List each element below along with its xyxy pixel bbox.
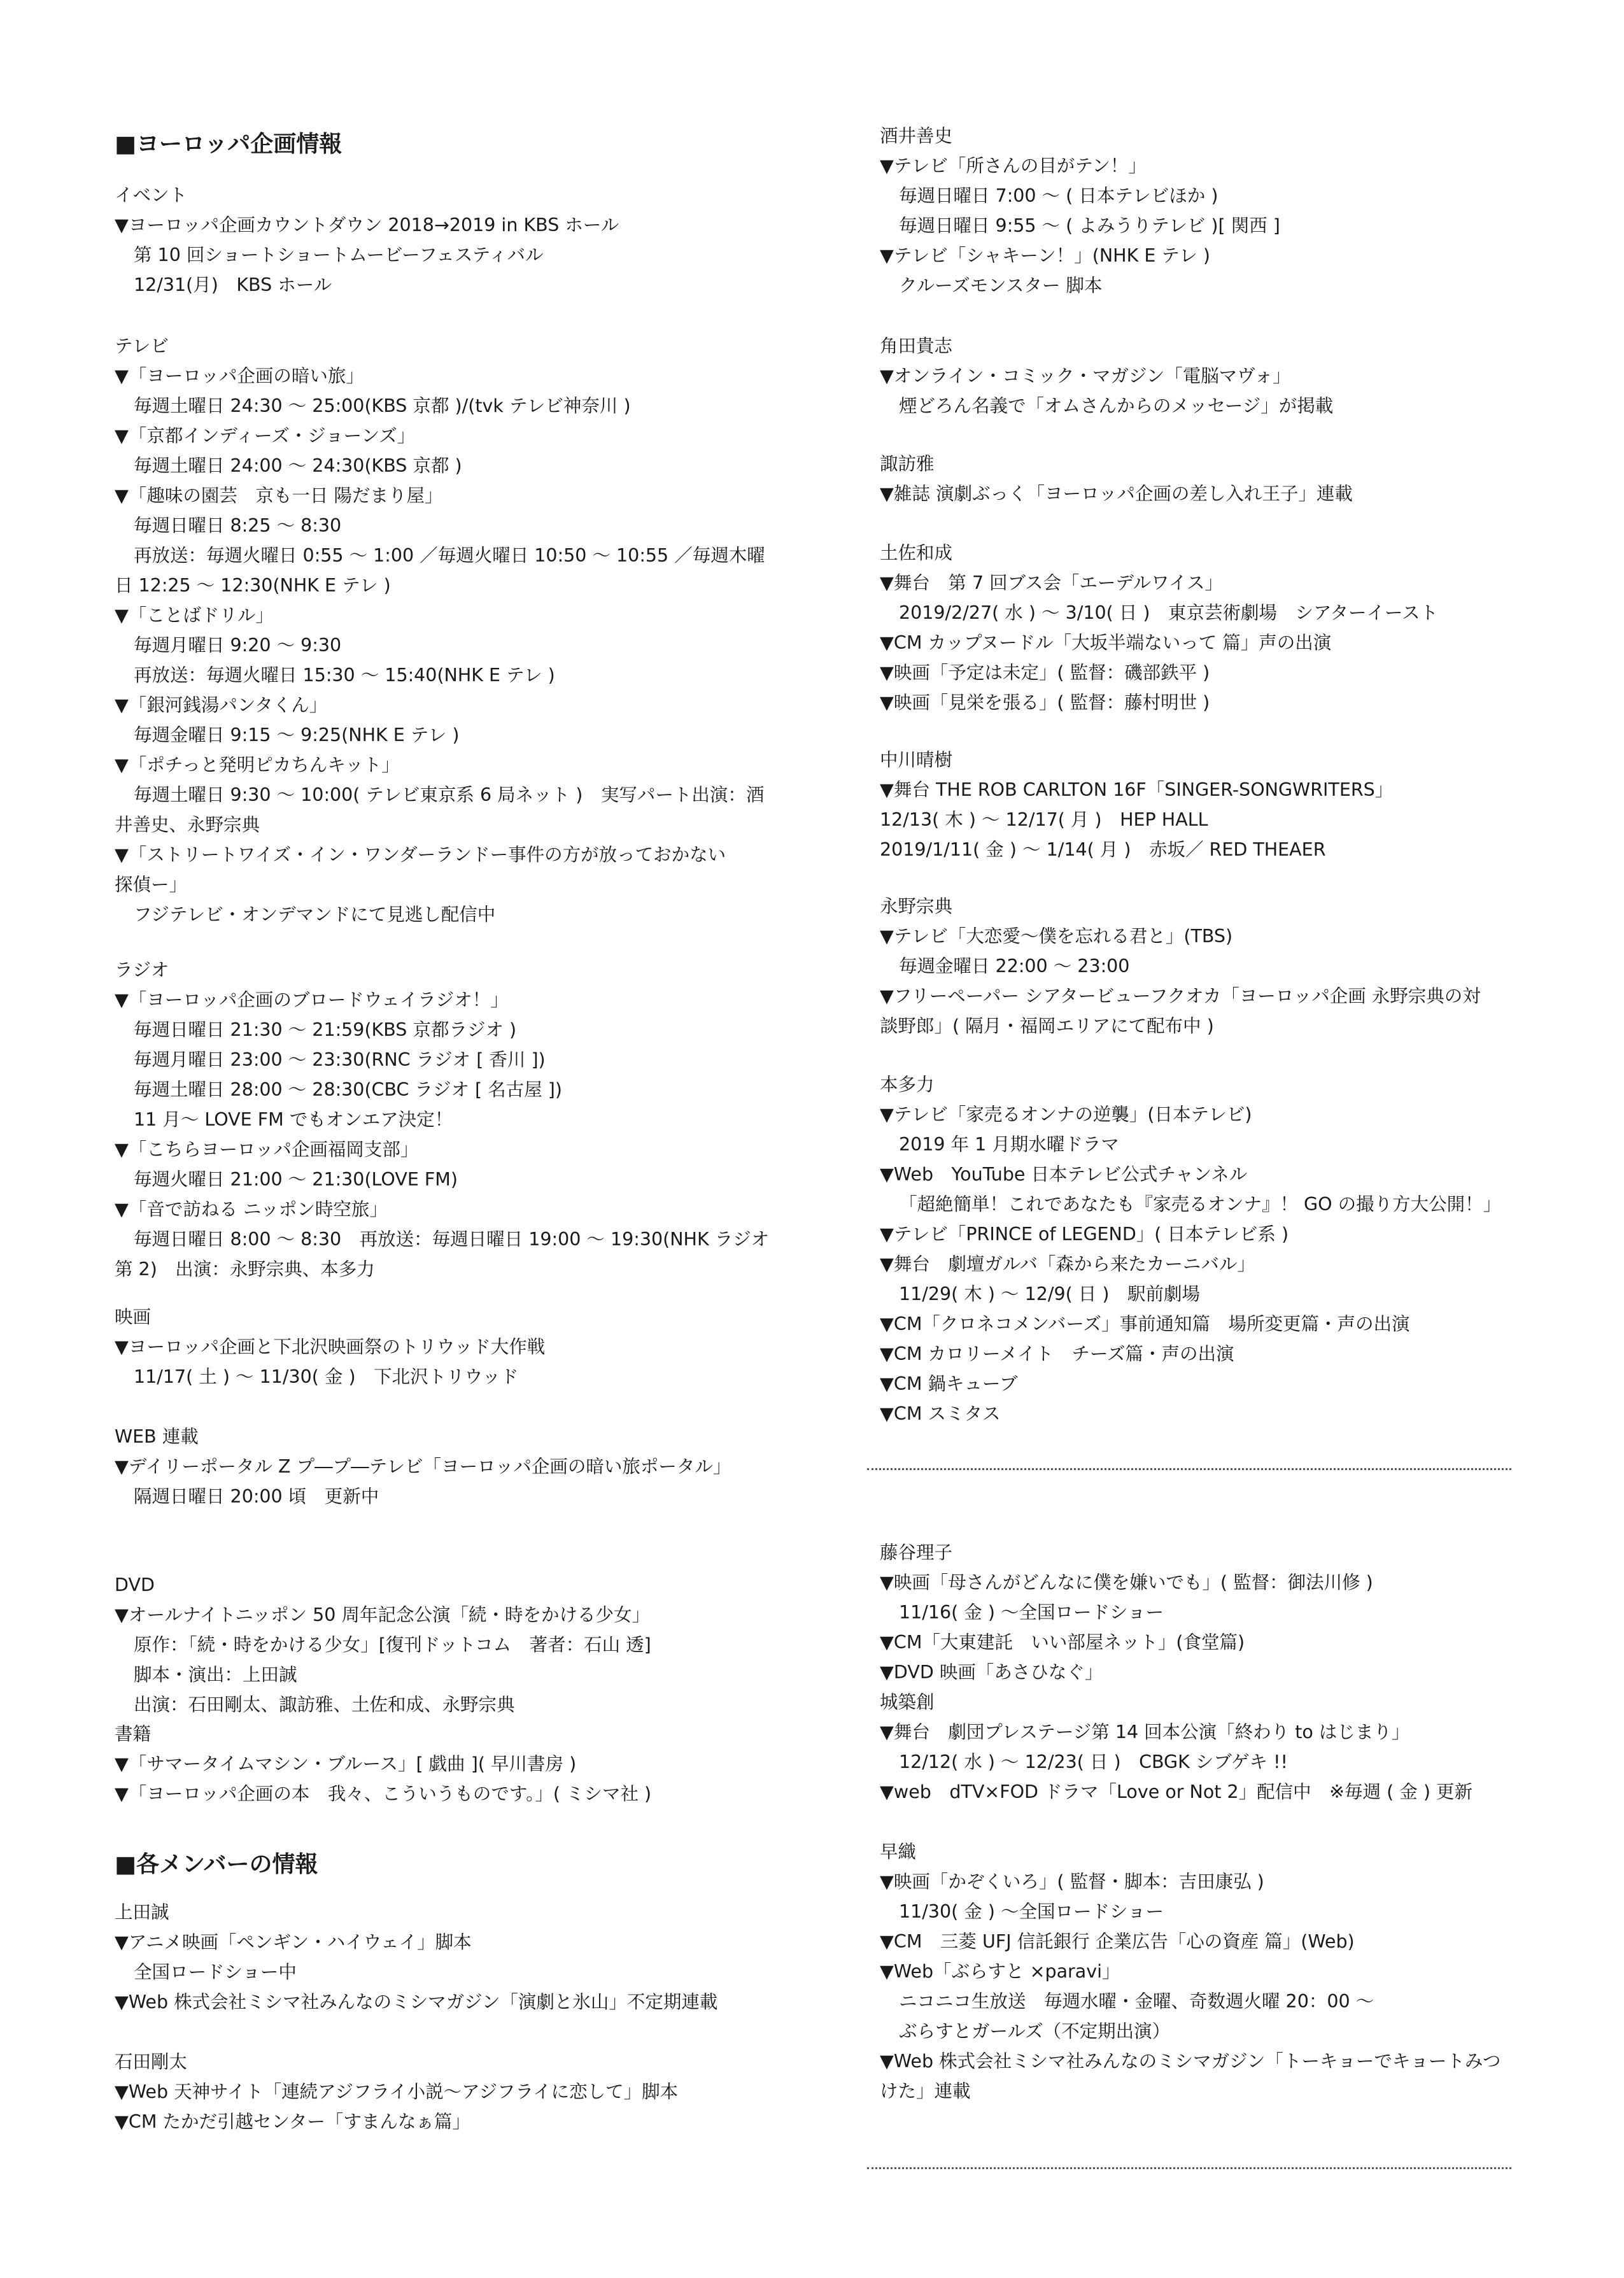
info-line: ▼映画「予定は未定」( 監督：磯部鉄平 ) [880, 662, 1210, 683]
member-tosa [880, 538, 1523, 718]
dotted-divider [867, 2167, 1511, 2169]
info-line: 2019 年 1 月期水曜ドラマ [899, 1134, 1119, 1155]
info-line: 煙どろん名義で「オムさんからのメッセージ」が掲載 [899, 395, 1334, 416]
member-kizuki [880, 1687, 1523, 1807]
section-title: WEB 連載 [115, 1426, 199, 1447]
info-line: ▼DVD 映画「あさひなぐ」 [880, 1662, 1103, 1683]
info-line: ▼CM 三菱 UFJ 信託銀行 企業広告「心の資産 篇」(Web) [880, 1931, 1355, 1952]
info-line: 2019/1/11( 金 ) ～ 1/14( 月 ) 赤坂／ RED THEAER [880, 839, 1326, 860]
info-line: 井善史、永野宗典 [115, 814, 260, 835]
radio-section [115, 955, 777, 1284]
section-title: 本多力 [880, 1074, 935, 1095]
info-line: 毎週土曜日 9:30 ～ 10:00( テレビ東京系 6 局ネット ) 実写パート出演：酒 [134, 784, 765, 805]
info-line: ▼オールナイトニッポン 50 周年記念公演「続・時をかける少女」 [115, 1604, 650, 1625]
section-title: 城築創 [880, 1692, 935, 1713]
info-line: 原作：「続・時をかける少女」[復刊ドットコム 著者：石山 透] [134, 1634, 651, 1655]
info-line: けた」連載 [880, 2081, 971, 2102]
info-line: 毎週日曜日 7:00 ～ ( 日本テレビほか ) [899, 185, 1218, 206]
info-line: ▼舞台 第 7 回ブス会「エーデルワイス」 [880, 572, 1223, 593]
info-line: ▼Web 株式会社ミシマ社みんなのミシマガジン「演劇と氷山」不定期連載 [115, 1991, 718, 2013]
info-line: ▼CM カロリーメイト チーズ篇・声の出演 [880, 1343, 1234, 1364]
info-line: 11/17( 土 ) ～ 11/30( 金 ) 下北沢トリウッド [134, 1366, 519, 1387]
info-line: 毎週日曜日 8:00 ～ 8:30 再放送：毎週日曜日 19:00 ～ 19:30(NHK ラジオ [134, 1229, 770, 1250]
section-title: 角田貴志 [880, 336, 953, 357]
info-line: ▼「銀河銭湯パンタくん」 [115, 695, 328, 716]
info-line: 毎週月曜日 9:20 ～ 9:30 [134, 635, 342, 656]
info-line: ▼Web YouTube 日本テレビ公式チャンネル [880, 1164, 1248, 1185]
info-line: ▼舞台 劇団プレステージ第 14 回本公演「終わり to はじまり」 [880, 1722, 1410, 1743]
info-line: ▼web dTV×FOD ドラマ「Love or Not 2」配信中 ※毎週 ( 金 ) 更新 [880, 1781, 1473, 1802]
info-line: ▼Web 天神サイト「連続アジフライ小説～アジフライに恋して」脚本 [115, 2081, 679, 2102]
info-line: ▼アニメ映画「ペンギン・ハイウェイ」脚本 [115, 1932, 472, 1953]
info-line: ▼「ポチっと発明ピカちんキット」 [115, 754, 400, 775]
info-line: ▼テレビ「PRINCE of LEGEND」( 日本テレビ系 ) [880, 1224, 1289, 1245]
info-line: 毎週日曜日 8:25 ～ 8:30 [134, 515, 342, 536]
section-title: 中川晴樹 [880, 749, 953, 770]
section-title: 早織 [880, 1841, 917, 1862]
info-line: ▼Web「ぶらすと ×paravi」 [880, 1961, 1120, 1982]
info-line: ▼「サマータイムマシン・ブルース」[ 戯曲 ]( 早川書房 ) [115, 1753, 577, 1774]
info-line: 11/30( 金 ) ～全国ロードショー [899, 1901, 1164, 1922]
section-title: 酒井善史 [880, 125, 953, 146]
info-line: ▼「こちらヨーロッパ企画福岡支部」 [115, 1139, 419, 1160]
section-title: 書籍 [115, 1723, 152, 1744]
section-title: テレビ [115, 336, 169, 357]
section-title: 永野宗典 [880, 896, 953, 917]
info-line: 日 12:25 ～ 12:30(NHK E テレ ) [115, 575, 391, 596]
member-tsunoda [880, 331, 1523, 421]
members-heading: ■各メンバーの情報 [115, 1851, 318, 1878]
info-line: 談野郎」( 隔月・福岡エリアにて配布中 ) [880, 1015, 1214, 1036]
info-line: 毎週土曜日 24:30 ～ 25:00(KBS 京都 )/(tvk テレビ神奈川 ) [134, 395, 631, 416]
info-line: 12/13( 木 ) ～ 12/17( 月 ) HEP HALL [880, 809, 1208, 830]
info-line: 毎週日曜日 21:30 ～ 21:59(KBS 京都ラジオ ) [134, 1019, 517, 1040]
info-line: ▼「音で訪ねる ニッポン時空旅」 [115, 1199, 388, 1220]
web-serial-section [115, 1422, 777, 1511]
info-line: 再放送：毎週火曜日 0:55 ～ 1:00 ／毎週火曜日 10:50 ～ 10:55 ／毎週木曜 [134, 545, 765, 566]
info-line: 全国ロードショー中 [134, 1962, 297, 1983]
info-line: 毎週月曜日 23:00 ～ 23:30(RNC ラジオ [ 香川 ]) [134, 1049, 546, 1070]
info-line: 12/31(月) KBS ホール [134, 274, 332, 295]
member-ishida [115, 2047, 777, 2137]
books-section [115, 1719, 777, 1809]
info-line: 毎週土曜日 28:00 ～ 28:30(CBC ラジオ [ 名古屋 ]) [134, 1079, 563, 1100]
member-fujitani [880, 1538, 1523, 1687]
tv-section [115, 331, 777, 930]
info-line: 再放送：毎週火曜日 15:30 ～ 15:40(NHK E テレ ) [134, 665, 555, 686]
info-line: ▼CM たかだ引越センター「すまんなぁ篇」 [115, 2111, 470, 2132]
info-line: 第 2) 出演：永野宗典、本多力 [115, 1259, 375, 1280]
info-line: ▼映画「見栄を張る」( 監督：藤村明世 ) [880, 692, 1210, 713]
section-title: 上田誠 [115, 1902, 169, 1923]
info-line: ▼「趣味の園芸 京も一日 陽だまり屋」 [115, 485, 443, 506]
info-line: ▼「ヨーロッパ企画の暗い旅」 [115, 365, 364, 386]
section-title: イベント [115, 185, 188, 206]
section-title: 映画 [115, 1306, 152, 1327]
section-title: 石田剛太 [115, 2051, 188, 2072]
info-line: 11/16( 金 ) ～全国ロードショー [899, 1602, 1164, 1623]
info-line: 毎週土曜日 24:00 ～ 24:30(KBS 京都 ) [134, 455, 462, 476]
info-line: ▼ヨーロッパ企画カウントダウン 2018→2019 in KBS ホール [115, 215, 619, 236]
info-line: 探偵ー」 [115, 874, 188, 895]
section-title: ラジオ [115, 959, 169, 980]
info-line: 出演：石田剛太、諏訪雅、土佐和成、永野宗典 [134, 1694, 515, 1715]
info-line: ▼CM 鍋キューブ [880, 1373, 1018, 1394]
europe-kikaku-heading: ■ヨーロッパ企画情報 [115, 131, 342, 157]
info-line: ▼「ヨーロッパ企画の本 我々、こういうものです。」( ミシマ社 ) [115, 1783, 652, 1804]
info-line: ▼デイリーポータル Z プ―プ―テレビ「ヨーロッパ企画の暗い旅ポータル」 [115, 1456, 731, 1477]
member-nakagawa [880, 745, 1523, 865]
dvd-section [115, 1570, 777, 1720]
info-line: 12/12( 水 ) ～ 12/23( 日 ) CBGK シブゲキ !! [899, 1751, 1288, 1772]
info-line: ▼Web 株式会社ミシマ社みんなのミシマガジン「トーキョーでキョートみつ [880, 2051, 1501, 2072]
info-line: ▼テレビ「大恋愛～僕を忘れる君と」(TBS) [880, 926, 1233, 947]
info-line: ▼「ことばドリル」 [115, 605, 274, 626]
section-title: 土佐和成 [880, 542, 953, 563]
info-line: ▼雑誌 演劇ぶっく「ヨーロッパ企画の差し入れ王子」連載 [880, 483, 1353, 504]
info-line: 2019/2/27( 水 ) ～ 3/10( 日 ) 東京芸術劇場 シアターイースト [899, 602, 1439, 623]
dotted-divider [867, 1468, 1511, 1470]
info-line: 毎週金曜日 9:15 ～ 9:25(NHK E テレ ) [134, 725, 460, 746]
member-sakai [880, 121, 1523, 301]
info-line: 「超絶簡単！これであなたも『家売るオンナ』！ GO の撮り方大公開！」 [899, 1194, 1502, 1215]
info-line: 毎週金曜日 22:00 ～ 23:00 [899, 956, 1130, 977]
info-line: ▼「ストリートワイズ・イン・ワンダーランドー事件の方が放っておかない [115, 844, 726, 865]
info-line: ▼映画「母さんがどんなに僕を嫌いでも」( 監督：御法川修 ) [880, 1572, 1373, 1593]
info-line: ▼舞台 THE ROB CARLTON 16F「SINGER-SONGWRITERS」 [880, 779, 1394, 800]
info-line: ▼映画「かぞくいろ」( 監督・脚本：吉田康弘 ) [880, 1871, 1264, 1892]
info-line: 11 月～ LOVE FM でもオンエア決定！ [134, 1109, 453, 1130]
info-line: ▼CM「クロネコメンバーズ」事前通知篇 場所変更篇・声の出演 [880, 1313, 1410, 1334]
section-title: 藤谷理子 [880, 1542, 953, 1563]
info-line: 脚本・演出：上田誠 [134, 1664, 297, 1685]
info-line: ▼CM カップヌードル「大坂半端ないって 篇」声の出演 [880, 632, 1332, 653]
member-saori [880, 1837, 1523, 2106]
info-line: 毎週火曜日 21:00 ～ 21:30(LOVE FM) [134, 1169, 458, 1190]
info-line: フジテレビ・オンデマンドにて見逃し配信中 [134, 904, 496, 925]
info-line: ▼CM スミタス [880, 1403, 1001, 1424]
info-line: 毎週日曜日 9:55 ～ ( よみうりテレビ )[ 関西 ] [899, 215, 1280, 236]
info-line: ▼「京都インディーズ・ジョーンズ」 [115, 425, 416, 446]
movie-section [115, 1302, 777, 1392]
section-title: 諏訪雅 [880, 453, 935, 474]
info-line: ▼テレビ「所さんの目がテン！」 [880, 155, 1147, 176]
info-line: ▼「ヨーロッパ企画のブロードウェイラジオ！」 [115, 989, 509, 1010]
member-ueda [115, 1897, 777, 2017]
member-nagano [880, 891, 1523, 1041]
section-title: DVD [115, 1574, 155, 1595]
info-line: 第 10 回ショートショートムービーフェスティバル [134, 244, 544, 265]
info-line: ▼CM「大東建託 いい部屋ネット」(食堂篇) [880, 1632, 1245, 1653]
info-line: ▼舞台 劇壇ガルバ「森から来たカーニバル」 [880, 1254, 1255, 1275]
info-line: ▼テレビ「家売るオンナの逆襲」(日本テレビ) [880, 1104, 1252, 1125]
info-line: ▼オンライン・コミック・マガジン「電脳マヴォ」 [880, 365, 1291, 386]
info-line: 11/29( 木 ) ～ 12/9( 日 ) 駅前劇場 [899, 1284, 1200, 1305]
info-line: ▼フリーペーパー シアタービューフクオカ「ヨーロッパ企画 永野宗典の対 [880, 986, 1481, 1007]
info-line: ▼テレビ「シャキーン！」(NHK E テレ ) [880, 245, 1211, 266]
info-line: 隔週日曜日 20:00 頃 更新中 [134, 1486, 379, 1507]
member-honda [880, 1070, 1523, 1429]
info-line: ▼ヨーロッパ企画と下北沢映画祭のトリウッド大作戦 [115, 1336, 546, 1357]
member-suwa [880, 449, 1523, 509]
info-line: ぶらすとガールズ（不定期出演） [899, 2021, 1171, 2042]
event-section [115, 180, 777, 300]
info-line: クルーズモンスター 脚本 [899, 275, 1103, 296]
info-line: ニコニコ生放送 毎週水曜・金曜、奇数週火曜 20：00 ～ [899, 1991, 1374, 2012]
